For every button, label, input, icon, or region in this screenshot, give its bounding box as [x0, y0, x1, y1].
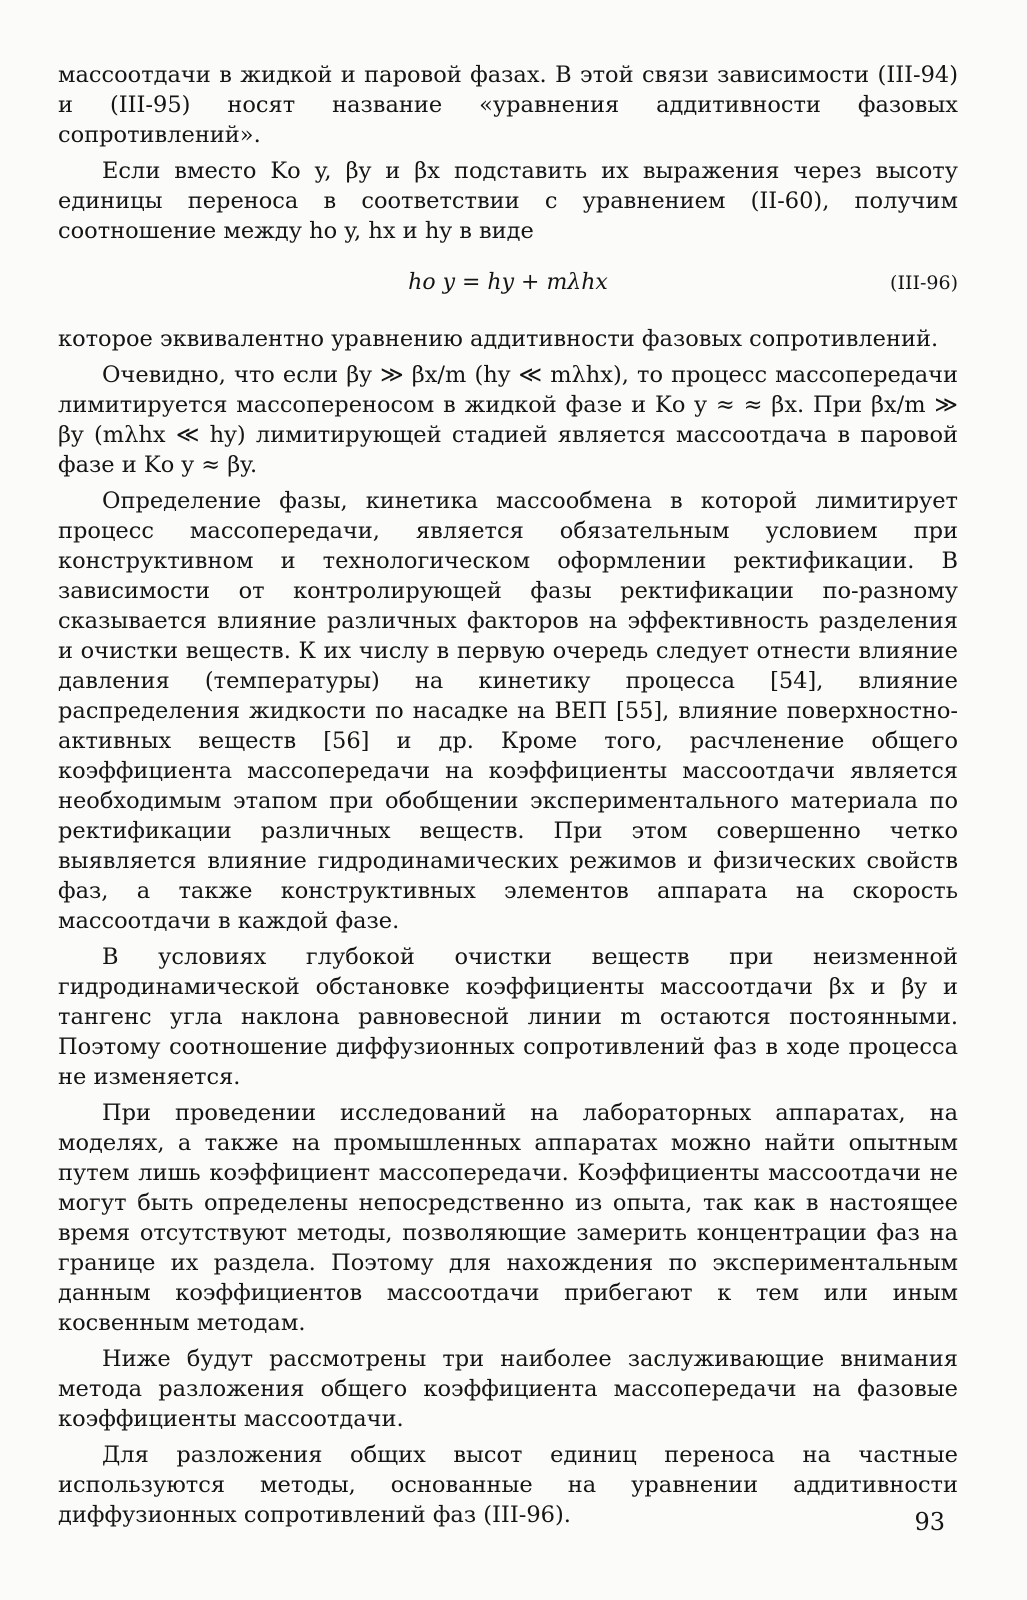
paragraph-3: которое эквивалентно уравнению аддитивности фазовых сопротивлений.	[58, 326, 939, 352]
paragraph-4: Очевидно, что если βy ≫ βx/m (hy ≪ mλhx), то процесс массопередачи лимитируется массопереносом в жидкой фазе и Kо y ≈ ≈ βx. При βx/m ≫ βy (mλhx ≪ hy) лимитирующей стадией является массоотдача в паровой фазе и Kо y ≈ βy.	[58, 362, 958, 478]
paragraph-5: Определение фазы, кинетика массообмена в которой лимитирует процесс массопередачи, является обязательным условием при конструктивном и технологическом оформлении ректификации. В зависимости от контролирующей фазы ректификации по-разному сказывается влияние различных факторов на эффективность разделения и очистки веществ. К их числу в первую очередь следует отнести влияние давления (температуры) на кинетику процесса [54], влияние распределения жидкости по насадке на ВЕП [55], влияние поверхностно-активных веществ [56] и др. Кроме того, расчленение общего коэффициента массопередачи на коэффициенты массоотдачи является необходимым этапом при обобщении экспериментального материала по ректификации различных веществ. При этом совершенно четко выявляется влияние гидродинамических режимов и физических свойств фаз, а также конструктивных элементов аппарата на скорость массоотдачи в каждой фазе.	[58, 488, 958, 934]
equation-block	[58, 262, 958, 306]
equation-number: (III-96)	[890, 272, 958, 294]
page-body	[58, 60, 958, 1536]
paragraph-1: массоотдачи в жидкой и паровой фазах. В этой связи зависимости (III-94) и (III-95) носят название «уравнения аддитивности фазовых сопротивлений».	[58, 62, 958, 148]
paragraph-2: Если вместо Kо y, βy и βx подставить их выражения через высоту единицы переноса в соответствии с уравнением (II-60), получим соотношение между hо y, hx и hy в виде	[58, 158, 958, 244]
equation-expression: hо y = hy + mλhx	[408, 270, 608, 295]
paragraph-8: Ниже будут рассмотрены три наиболее заслуживающие внимания метода разложения общего коэффициента массопередачи на фазовые коэффициенты массоотдачи.	[58, 1346, 958, 1432]
page-number: 93	[914, 1508, 945, 1536]
paragraph-7: При проведении исследований на лабораторных аппаратах, на моделях, а также на промышленных аппаратах можно найти опытным путем лишь коэффициент массопередачи. Коэффициенты массоотдачи не могут быть определены непосредственно из опыта, так как в настоящее время отсутствуют методы, позволяющие замерить концентрации фаз на границе их раздела. Поэтому для нахождения по экспериментальным данным коэффициентов массоотдачи прибегают к тем или иным косвенным методам.	[58, 1100, 958, 1336]
paragraph-6: В условиях глубокой очистки веществ при неизменной гидродинамической обстановке коэффициенты массоотдачи βx и βy и тангенс угла наклона равновесной линии m остаются постоянными. Поэтому соотношение диффузионных сопротивлений фаз в ходе процесса не изменяется.	[58, 944, 958, 1090]
paragraph-9: Для разложения общих высот единиц переноса на частные используются методы, основанные на уравнении аддитивности диффузионных сопротивлений фаз (III-96).	[58, 1442, 958, 1528]
